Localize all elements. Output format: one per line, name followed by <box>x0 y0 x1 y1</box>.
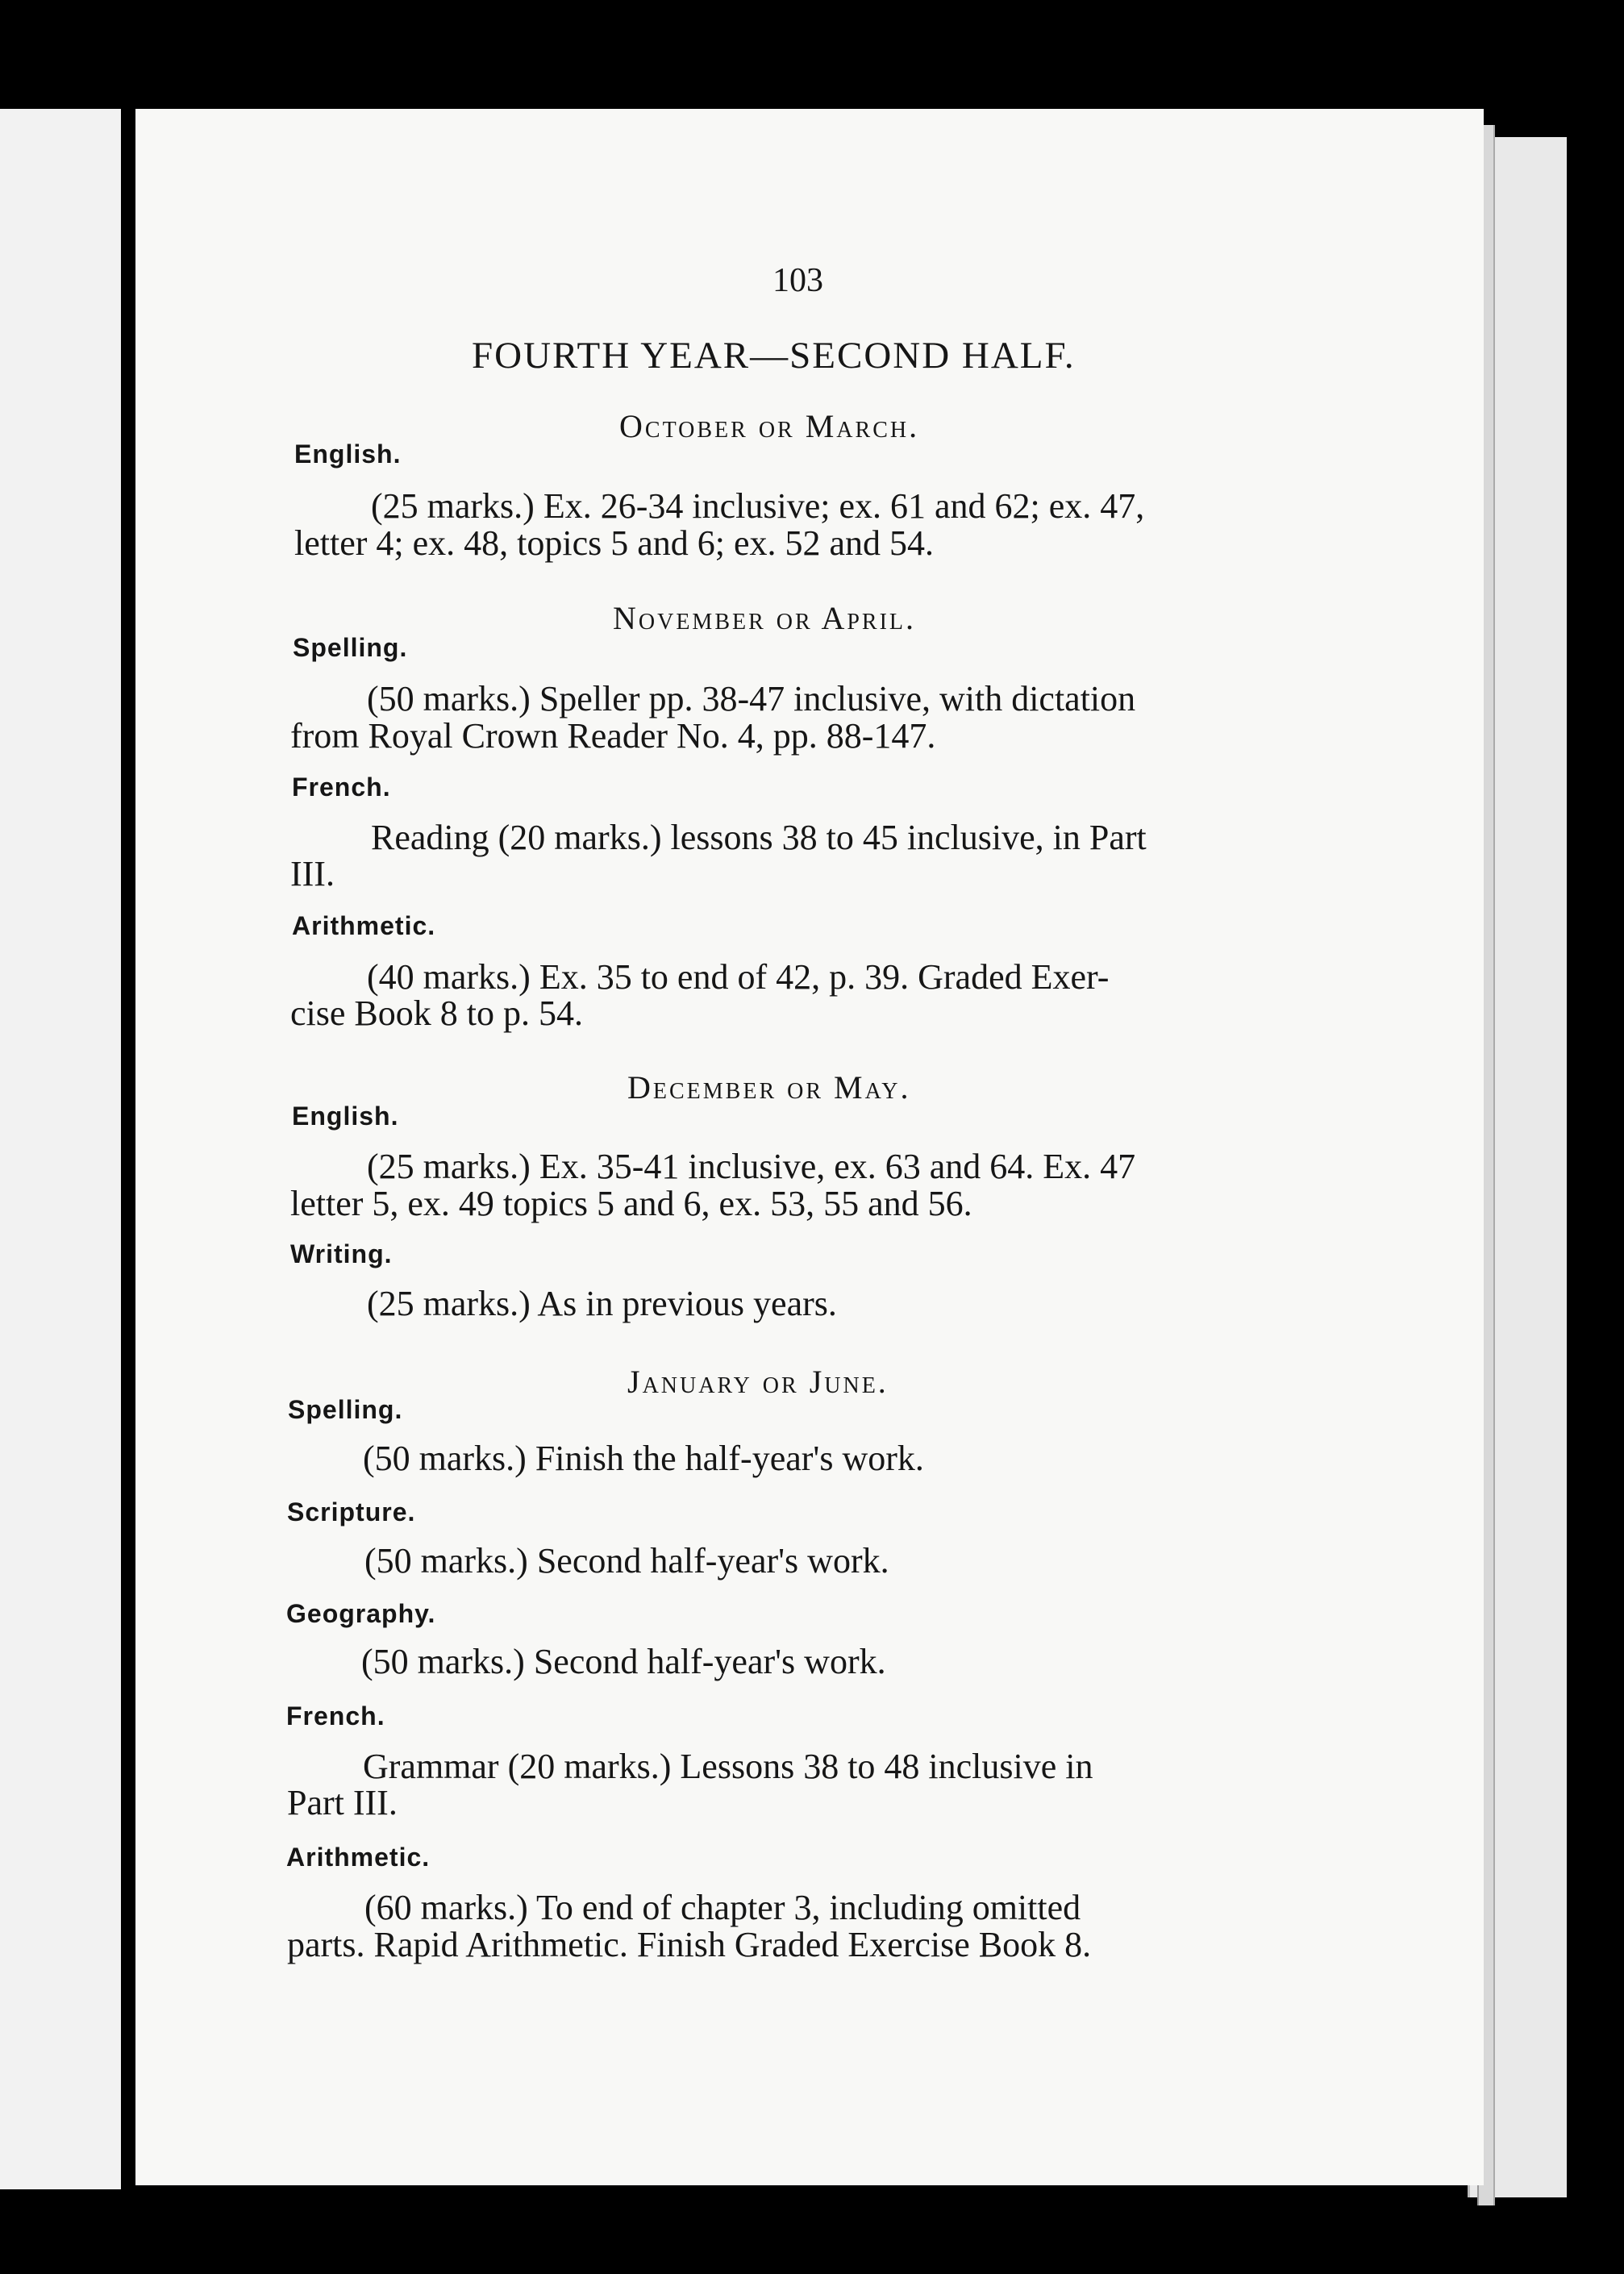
body-line: (25 marks.) Ex. 35-41 inclusive, ex. 63 and 64. Ex. 47 <box>367 1147 1136 1186</box>
subject-heading: English. <box>292 1102 399 1131</box>
body-line: parts. Rapid Arithmetic. Finish Graded Exercise Book 8. <box>287 1925 1092 1964</box>
body-line: letter 5, ex. 49 topics 5 and 6, ex. 53, 55 and 56. <box>290 1184 972 1223</box>
body-line: letter 4; ex. 48, topics 5 and 6; ex. 52 and 54. <box>294 523 935 563</box>
page-title: FOURTH YEAR—SECOND HALF. <box>472 335 1076 377</box>
body-line: Part III. <box>287 1783 398 1822</box>
body-line: (50 marks.) Speller pp. 38-47 inclusive, with dictation <box>367 679 1136 718</box>
body-line: cise Book 8 to p. 54. <box>290 993 583 1033</box>
subject-heading: English. <box>294 439 402 469</box>
month-heading: November or April. <box>613 600 917 636</box>
page-number: 103 <box>772 262 823 299</box>
subject-heading: Arithmetic. <box>286 1843 431 1872</box>
subject-heading: Spelling. <box>288 1395 403 1424</box>
body-line: (25 marks.) Ex. 26-34 inclusive; ex. 61 and 62; ex. 47, <box>371 486 1145 526</box>
body-line: from Royal Crown Reader No. 4, pp. 88-147. <box>290 716 936 756</box>
subject-heading: French. <box>286 1701 385 1730</box>
subject-heading: French. <box>292 773 391 802</box>
adjacent-page-edge <box>0 109 121 2189</box>
month-heading: December or May. <box>627 1069 911 1106</box>
body-line: (50 marks.) Second half-year's work. <box>364 1541 889 1581</box>
subject-heading: Arithmetic. <box>292 911 436 940</box>
subject-heading: Scripture. <box>287 1497 416 1526</box>
month-heading: January or June. <box>627 1364 889 1400</box>
body-line: III. <box>290 854 335 893</box>
body-line: (50 marks.) Finish the half-year's work. <box>363 1439 924 1478</box>
body-line: Reading (20 marks.) lessons 38 to 45 inclusive, in Part <box>371 818 1147 857</box>
subject-heading: Geography. <box>286 1599 436 1628</box>
body-line: (25 marks.) As in previous years. <box>367 1284 837 1323</box>
body-line: (60 marks.) To end of chapter 3, including omitted <box>364 1888 1081 1927</box>
subject-heading: Writing. <box>290 1239 393 1268</box>
subject-heading: Spelling. <box>293 633 408 662</box>
body-line: Grammar (20 marks.) Lessons 38 to 48 inclusive in <box>363 1747 1093 1786</box>
body-line: (50 marks.) Second half-year's work. <box>361 1642 886 1681</box>
body-line: (40 marks.) Ex. 35 to end of 42, p. 39. Graded Exer- <box>367 957 1110 997</box>
month-heading: October or March. <box>619 408 920 444</box>
